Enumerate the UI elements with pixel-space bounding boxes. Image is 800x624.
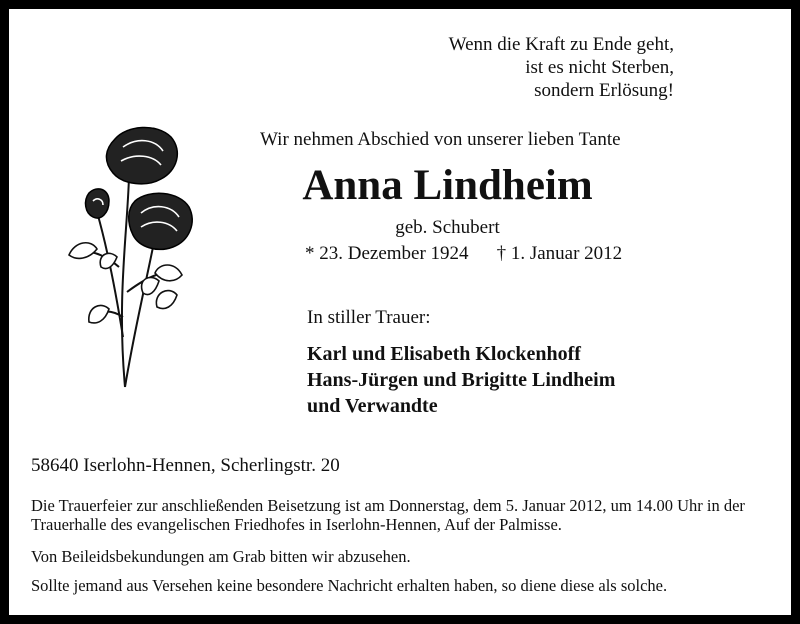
mourning-label: In stiller Trauer: xyxy=(307,307,431,328)
birth-date: * 23. Dezember 1924 xyxy=(305,243,469,264)
life-dates xyxy=(305,243,622,265)
address: 58640 Iserlohn-Hennen, Scherlingstr. 20 xyxy=(31,455,340,476)
intro-text: Wir nehmen Abschied von unserer lieben Tante xyxy=(260,129,621,150)
poem-line: ist es nicht Sterben, xyxy=(525,57,674,78)
poem-line: Wenn die Kraft zu Ende geht, xyxy=(448,34,674,55)
deceased-name: Anna Lindheim xyxy=(302,162,593,209)
condolence-note: Von Beileidsbekundungen am Grab bitten wir abzusehen. xyxy=(31,547,411,566)
ceremony-text: Die Trauerfeier zur anschließenden Beisetzung ist am Donnerstag, dem 5. Januar 2012, um 14.00 Uhr in der Trauerhalle des evangelischen Friedhofes in Iserlohn-Hennen, Auf der Palmisse. xyxy=(31,496,745,534)
poem-line: sondern Erlösung! xyxy=(534,80,674,101)
rose-icon xyxy=(57,117,217,393)
mourner: und Verwandte xyxy=(307,395,438,417)
obituary-card xyxy=(9,9,791,615)
poem xyxy=(449,33,674,102)
born-name: geb. Schubert xyxy=(395,217,500,238)
notice-note: Sollte jemand aus Versehen keine besondere Nachricht erhalten haben, so diene diese als solche. xyxy=(31,576,668,595)
mourner: Karl und Elisabeth Klockenhoff xyxy=(307,343,581,365)
death-date: † 1. Januar 2012 xyxy=(496,243,623,264)
mourners-list xyxy=(307,341,615,419)
mourner: Hans-Jürgen und Brigitte Lindheim xyxy=(307,369,616,391)
